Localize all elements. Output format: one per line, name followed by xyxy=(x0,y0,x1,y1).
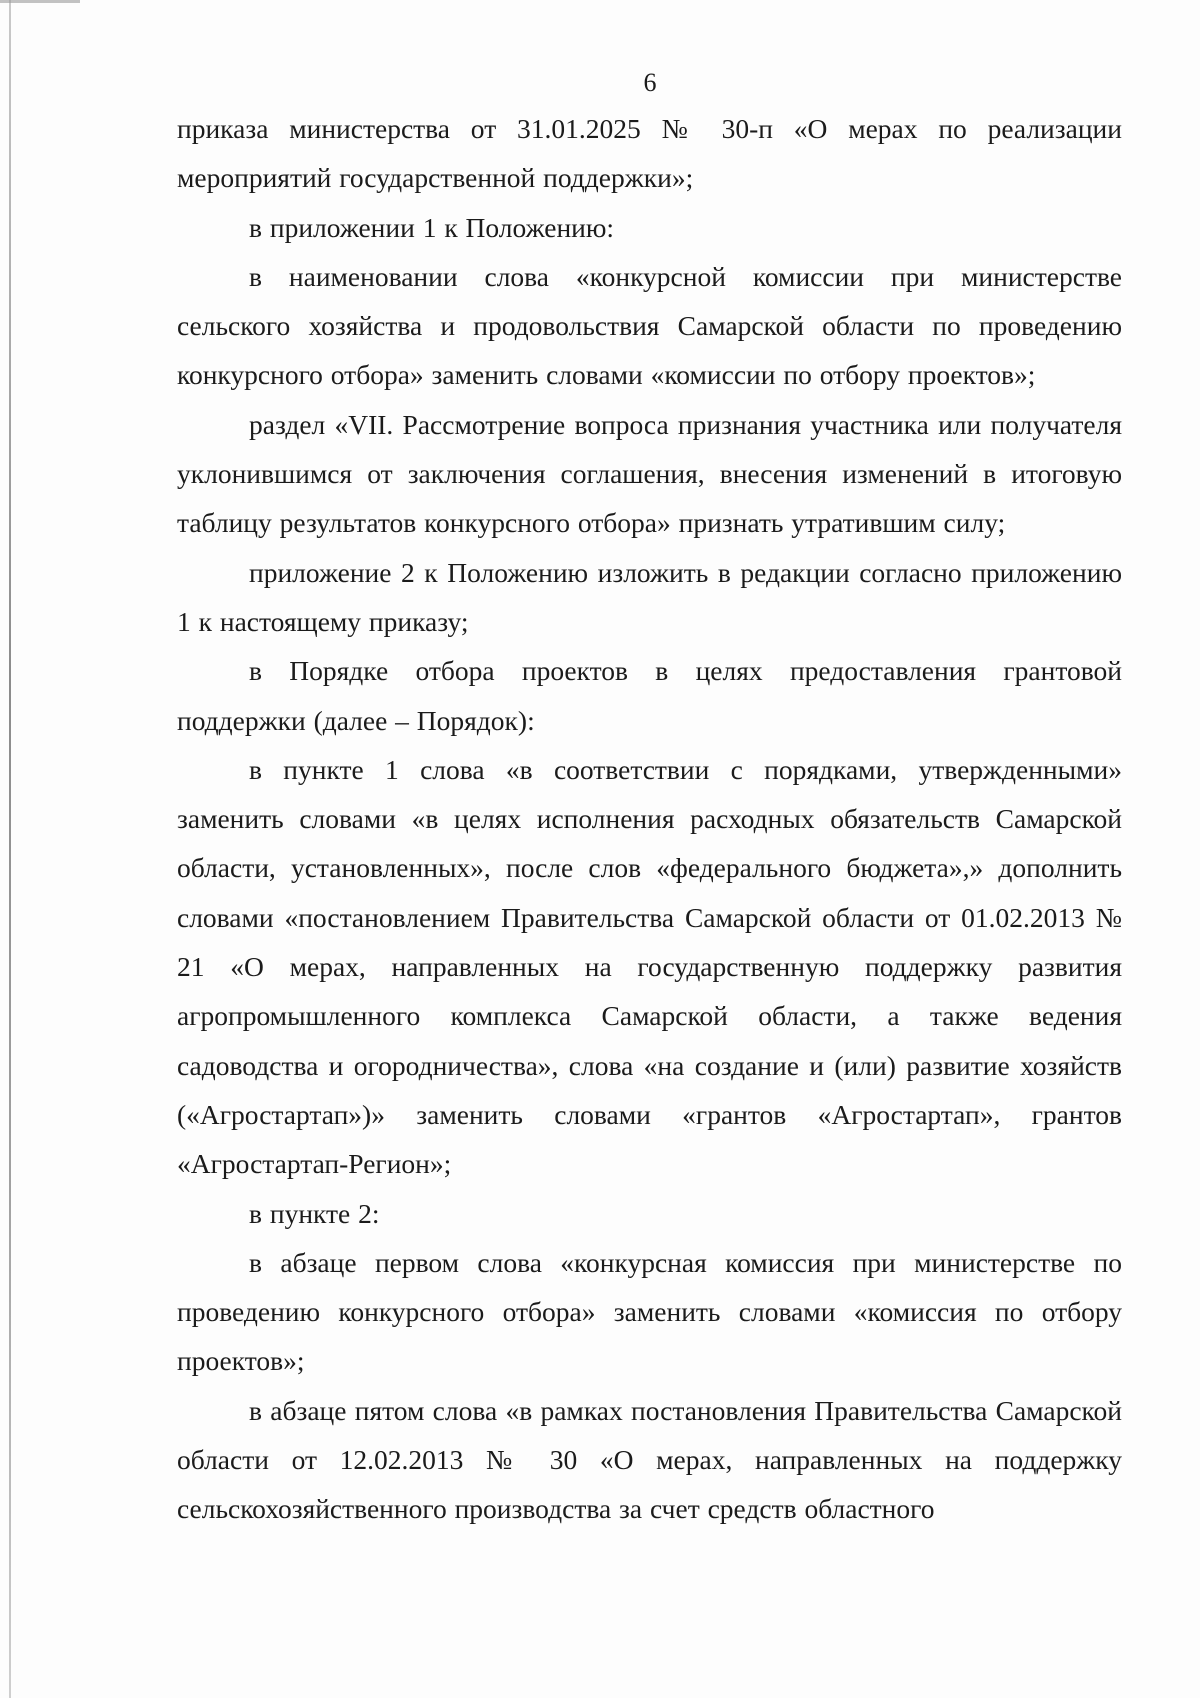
paragraph-name-change: в наименовании слова «конкурсной комиссии при министерстве сельского хозяйства и продовольствия Самарской области по проведению конкурсного отбора» заменить словами «комиссии по отбору проектов»; xyxy=(177,260,1122,391)
paragraph-fifth-clause: в абзаце пятом слова «в рамках постановления Правительства Самарской области от 12.02.2013 № 30 «О мерах, направленных на поддержку сельскохозяйственного производства за счет средств областного xyxy=(177,1394,1122,1525)
paragraph-item-2: в пункте 2: xyxy=(249,1197,380,1229)
paragraph-first-clause: в абзаце первом слова «конкурсная комиссия при министерстве по проведению конкурсного отбора» заменить словами «комиссия по отбору проектов»; xyxy=(177,1246,1122,1377)
paragraph-appendix-2: приложение 2 к Положению изложить в редакции согласно приложению 1 к настоящему приказу; xyxy=(177,556,1122,637)
paragraph-section-vii: раздел «VII. Рассмотрение вопроса признания участника или получателя уклонившимся от заключения соглашения, внесения изменений в итоговую таблицу результатов конкурсного отбора» признать утратившим силу; xyxy=(177,408,1122,539)
paragraph-item-1: в пункте 1 слова «в соответствии с порядками, утвержденными» заменить словами «в целях исполнения расходных обязательств Самарской области, установленных», после слов «федерального бюджета»,» дополнить словами «постановлением Правительства Самарской области от 01.02.2013 № 21 «О мерах, направленных на государственную поддержку развития агропромышленного комплекса Самарской области, а также ведения садоводства и огородничества», слова «на создание и (или) развитие хозяйств («Агростартап»)» заменить словами «грантов «Агростартап», грантов «Агростартап-Регион»; xyxy=(177,753,1122,1180)
document-body xyxy=(177,104,1122,1534)
paragraph-procedure: в Порядке отбора проектов в целях предоставления грантовой поддержки (далее – Порядок): xyxy=(177,655,1122,736)
scan-left-edge xyxy=(9,0,11,1698)
scan-top-edge xyxy=(0,0,80,3)
paragraph-continuation: приказа министерства от 31.01.2025 № 30-п «О мерах по реализации мероприятий государственной поддержки»; xyxy=(177,113,1122,194)
page-number: 6 xyxy=(643,68,657,97)
paragraph-appendix-1: в приложении 1 к Положению: xyxy=(249,211,615,243)
